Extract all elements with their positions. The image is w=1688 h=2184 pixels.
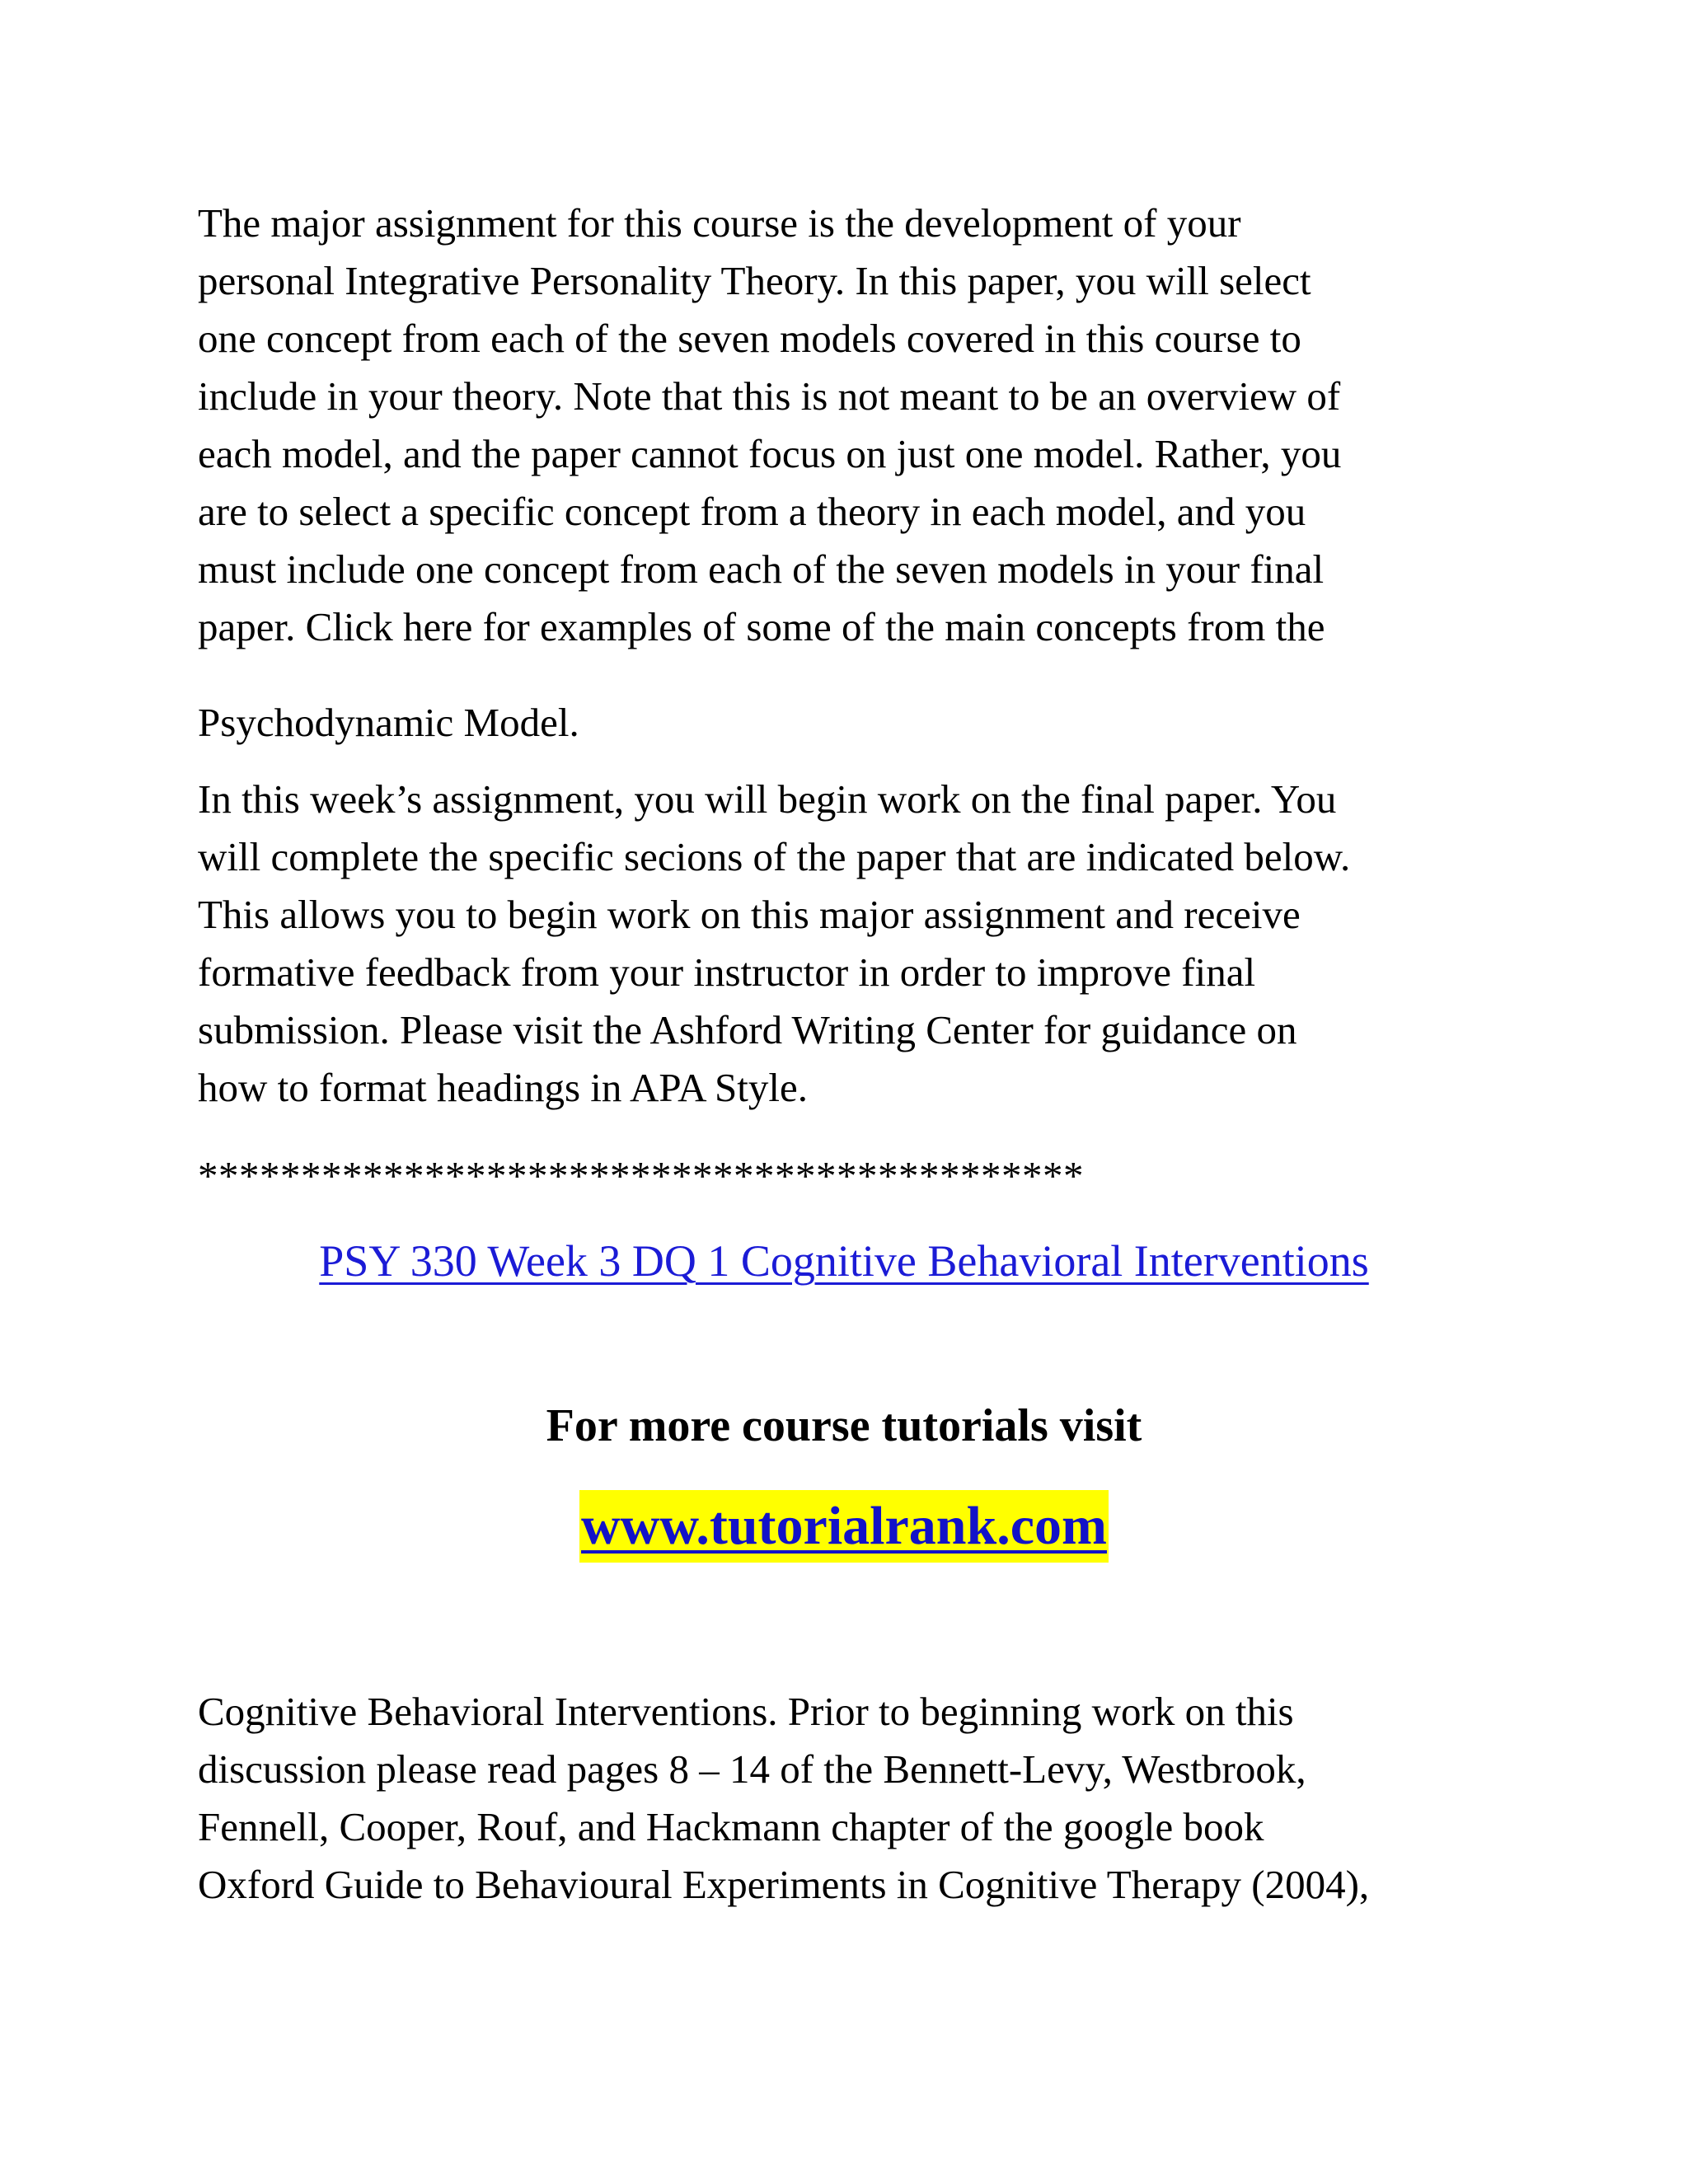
text-line: submission. Please visit the Ashford Writing Center for guidance on xyxy=(198,1007,1297,1052)
text-line: personal Integrative Personality Theory. In this paper, you will select xyxy=(198,258,1311,303)
text-line: In this week’s assignment, you will begin work on the final paper. You xyxy=(198,776,1337,822)
promo-site-container xyxy=(0,1490,1688,1563)
text-line: Oxford Guide to Behavioural Experiments in Cognitive Therapy (2004), xyxy=(198,1862,1370,1907)
assignment-intro-paragraph xyxy=(198,194,1550,656)
text-line: include in your theory. Note that this is not meant to be an overview of xyxy=(198,373,1341,419)
text-line: The major assignment for this course is the development of your xyxy=(198,200,1241,246)
text-line: discussion please read pages 8 – 14 of the Bennett-Levy, Westbrook, xyxy=(198,1746,1306,1792)
tutorial-site-link[interactable]: www.tutorialrank.com xyxy=(579,1490,1109,1563)
text-line: how to format headings in APA Style. xyxy=(198,1065,809,1110)
text-line: are to select a specific concept from a theory in each model, and you xyxy=(198,489,1306,534)
weekly-assignment-paragraph xyxy=(198,771,1550,1117)
text-line: will complete the specific secions of the paper that are indicated below. xyxy=(198,834,1351,879)
topic-heading xyxy=(0,1228,1688,1294)
text-line: Fennell, Cooper, Rouf, and Hackmann chapter of the google book xyxy=(198,1804,1264,1849)
asterisk-separator: ******************************************* xyxy=(198,1153,1084,1198)
text-line: must include one concept from each of the seven models in your final xyxy=(198,546,1325,592)
text-line: Cognitive Behavioral Interventions. Prior to beginning work on this xyxy=(198,1689,1294,1734)
text-line: each model, and the paper cannot focus on just one model. Rather, you xyxy=(198,431,1342,476)
text-line: This allows you to begin work on this major assignment and receive xyxy=(198,892,1301,937)
text-line: one concept from each of the seven models covered in this course to xyxy=(198,316,1301,361)
text-line: paper. Click here for examples of some of the main concepts from the xyxy=(198,604,1325,649)
cognitive-interventions-paragraph xyxy=(198,1683,1550,1914)
text-line: Psychodynamic Model. xyxy=(198,700,579,745)
text-line: formative feedback from your instructor in order to improve final xyxy=(198,949,1256,995)
topic-link[interactable]: PSY 330 Week 3 DQ 1 Cognitive Behavioral Interventions xyxy=(319,1236,1369,1286)
promo-heading: For more course tutorials visit xyxy=(546,1400,1142,1451)
assignment-intro-continuation xyxy=(198,694,1550,752)
